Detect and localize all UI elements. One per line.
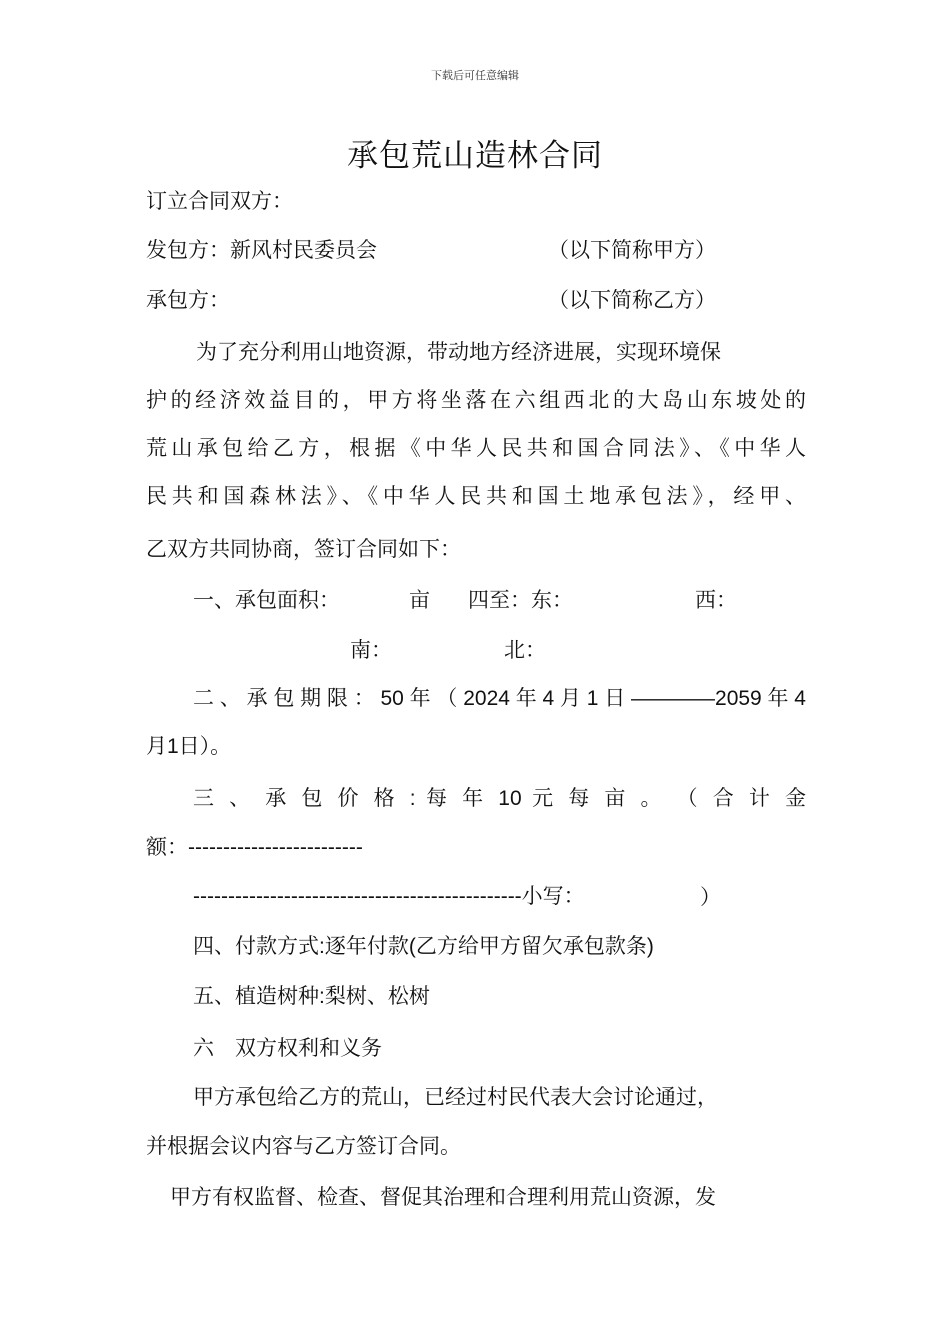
clause3-line-1-text: 三 、 承 包 价 格 : 每 年 10 元 每 亩 。 （ 合 计 金 [193, 787, 806, 810]
clause3-line-2: 额：------------------------- [146, 836, 363, 859]
parties-intro: 订立合同双方： [146, 189, 293, 213]
preamble-line-2: 护的经济效益目的，甲方将坐落在六组西北的大岛山东坡处的 [146, 388, 806, 412]
body-line-3: 甲方有权监督、检查、督促其治理和合理利用荒山资源，发 [170, 1185, 716, 1209]
preamble-line-3: 荒山承包给乙方，根据《中华人民共和国合同法》、《中华人 [146, 436, 806, 460]
document-title: 承包荒山造林合同 [347, 138, 603, 174]
header-note: 下载后可任意编辑 [431, 69, 519, 82]
clause6: 六 双方权利和义务 [193, 1036, 382, 1060]
clause1-west: 西： [695, 588, 737, 612]
clause3-line-1 [193, 784, 806, 814]
party-b: 承包方： [146, 288, 230, 312]
preamble-line-1: 为了充分利用山地资源，带动地方经济进展，实现环境保 [196, 340, 721, 364]
clause3-line-3: -----------------------------------------------小写： [193, 885, 585, 908]
party-a: 发包方：新风村民委员会 [146, 238, 377, 262]
clause1-label: 一、承包面积： [193, 588, 340, 612]
clause1-south: 南： [350, 638, 392, 662]
clause3-line-3-end: ） [700, 885, 721, 909]
clause2-line-1: 二、承包期限：50年（2024年4月1日————2059年4 [193, 687, 806, 710]
clause2-line-2: 月1日）。 [146, 735, 232, 758]
clause1-unit: 亩 [409, 588, 430, 612]
body-line-2: 并根据会议内容与乙方签订合同。 [146, 1134, 461, 1158]
preamble-line-5: 乙双方共同协商，签订合同如下： [146, 537, 461, 561]
clause1-bounds-east: 四至：东： [468, 588, 573, 612]
party-a-alias: （以下简称甲方） [548, 238, 716, 262]
clause1-north: 北： [504, 638, 546, 662]
party-b-alias: （以下简称乙方） [548, 288, 716, 312]
clause4: 四、付款方式:逐年付款(乙方给甲方留欠承包款条) [193, 935, 654, 958]
preamble-line-4: 民共和国森林法》、《中华人民共和国土地承包法》，经甲、 [146, 484, 806, 508]
clause5: 五、植造树种:梨树、松树 [193, 985, 430, 1008]
body-line-1: 甲方承包给乙方的荒山，已经过村民代表大会讨论通过， [193, 1085, 718, 1109]
